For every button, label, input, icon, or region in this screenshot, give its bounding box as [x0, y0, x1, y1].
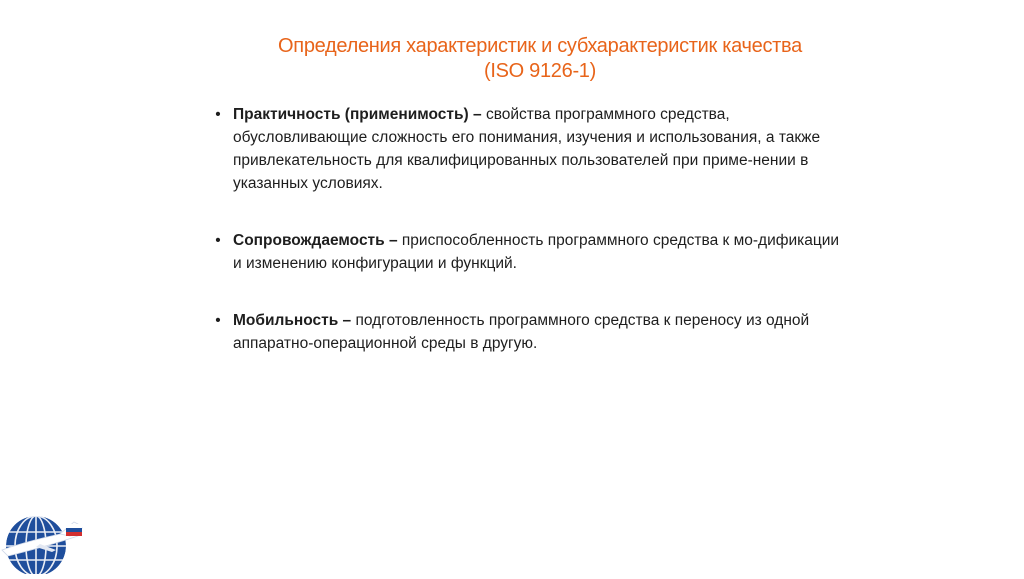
- term-maintainability: Сопровождаемость –: [233, 232, 398, 249]
- term-usability: Практичность (применимость) –: [233, 106, 482, 123]
- list-item-portability: [212, 309, 852, 355]
- list-item-usability: [212, 103, 852, 195]
- bullet-dot: •: [215, 232, 221, 249]
- list-item-maintainability: [212, 229, 852, 275]
- definition-maintainability: приспособленность программного средства к мо-дификации и изменению конфигурации и функций.: [233, 232, 840, 272]
- slide-title-line-1: Определения характеристик и субхарактеристик качества: [278, 35, 802, 57]
- definition-list: [212, 103, 852, 355]
- slide-title-line-2: (ISO 9126-1): [483, 60, 596, 82]
- bullet-dot: •: [215, 106, 221, 123]
- term-portability: Мобильность –: [233, 312, 352, 329]
- slide-title: [180, 34, 900, 84]
- globe-airplane-logo-icon: [0, 510, 90, 574]
- bullet-dot: •: [215, 312, 221, 329]
- definition-portability: подготовленность программного средства к переносу из одной аппаратно-операционной среды в другую.: [233, 312, 810, 352]
- definition-usability: свойства программного средства, обусловливающие сложность его понимания, изучения и использования, а также привлекательность для квалифицированных пользователей при приме-нении в указанных условиях.: [233, 106, 821, 192]
